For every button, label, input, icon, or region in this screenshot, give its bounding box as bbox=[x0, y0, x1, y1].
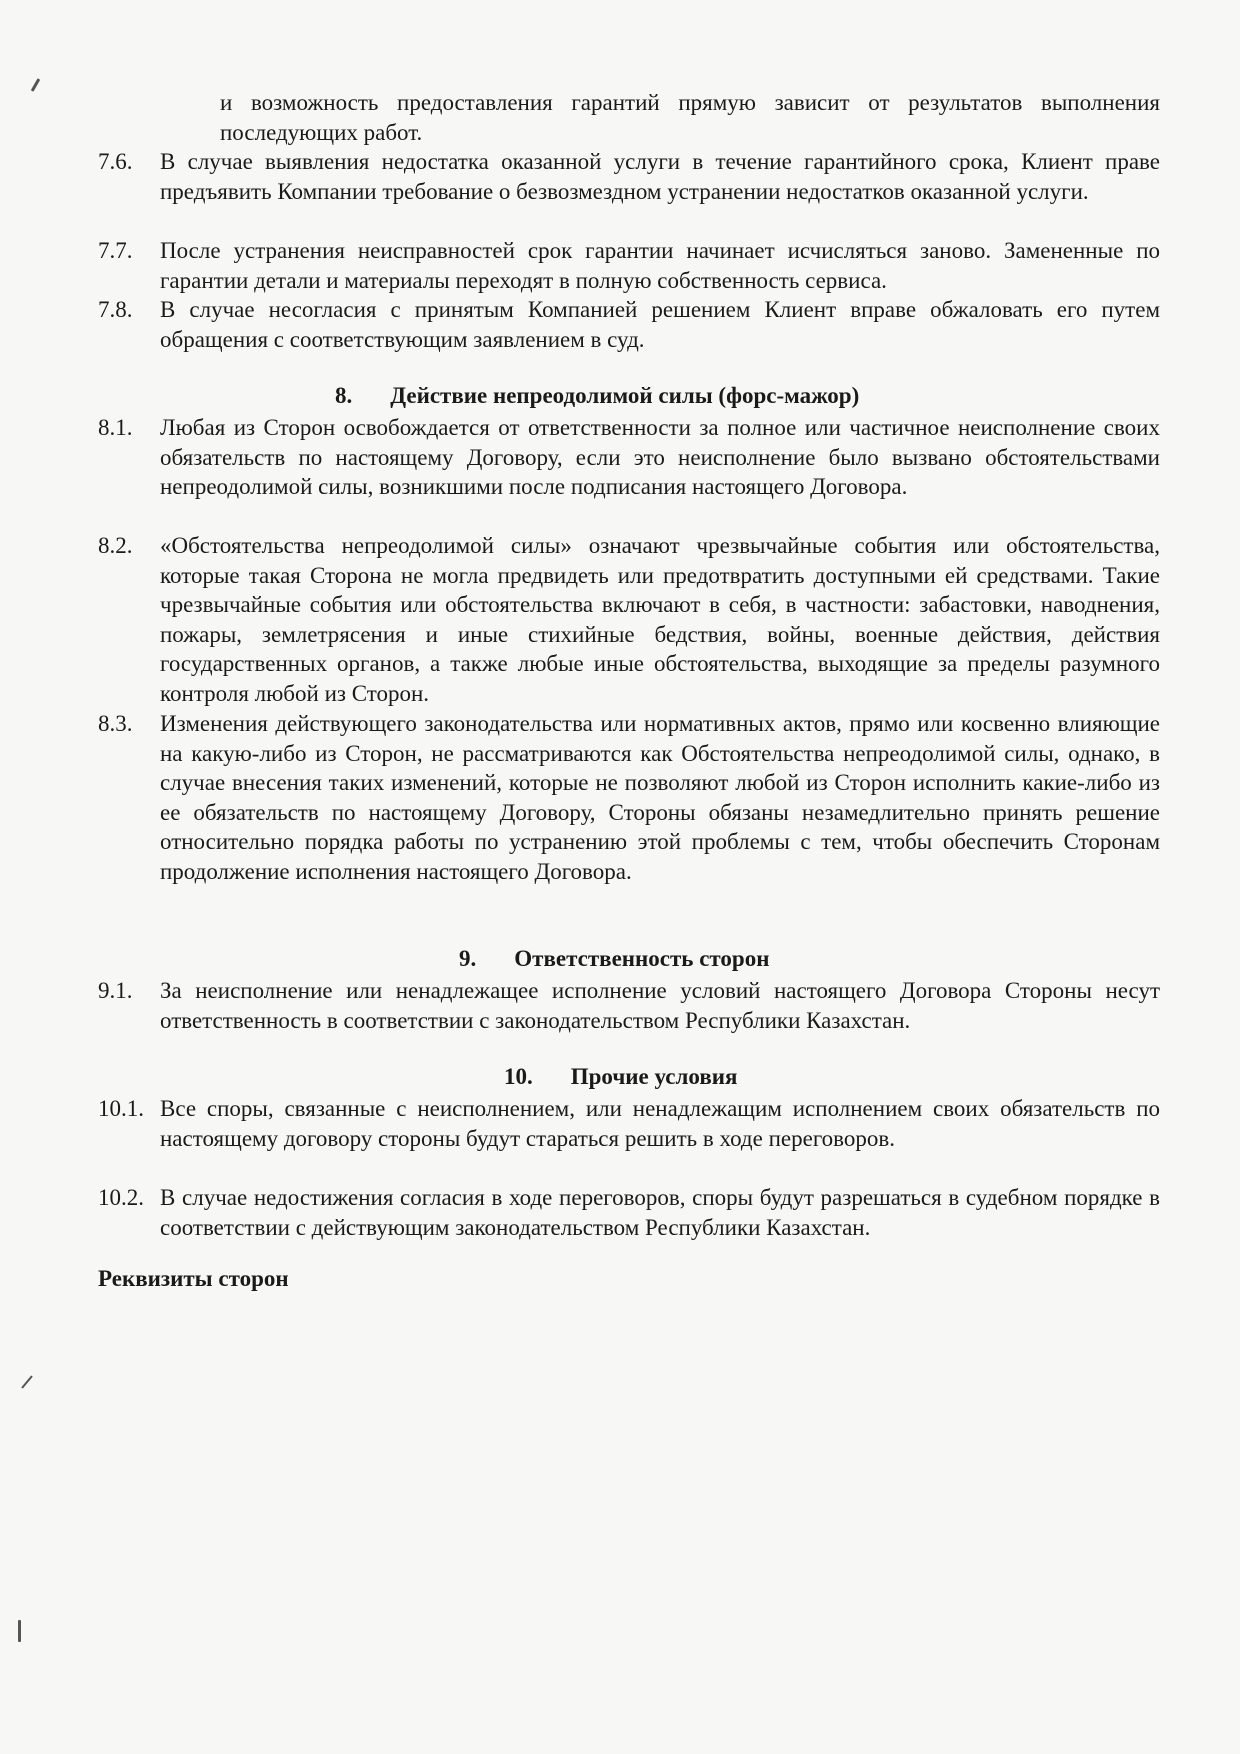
clause-text: После устранения неисправностей срок гарантии начинает исчисляться заново. Замененные по гарантии детали и материалы переходят в полную собственность сервиса. bbox=[160, 238, 1160, 293]
section-number: 9. bbox=[459, 946, 477, 971]
section-number: 8. bbox=[335, 383, 353, 408]
clause-10-1 bbox=[98, 1094, 1160, 1153]
section-number: 10. bbox=[504, 1064, 533, 1089]
clause-10-2 bbox=[98, 1183, 1160, 1242]
requisites-title: Реквизиты сторон bbox=[98, 1266, 289, 1291]
clause-number: 8.2. bbox=[98, 533, 133, 558]
clause-number: 7.6. bbox=[98, 149, 133, 174]
continuation-text: и возможность предоставления гарантий прямую зависит от результатов выполнения последующих работ. bbox=[220, 90, 1160, 145]
clause-text: За неисполнение или ненадлежащее исполнение условий настоящего Договора Стороны несут ответственность в соответствии с законодательством Республики Казахстан. bbox=[160, 978, 1160, 1033]
clause-8-1 bbox=[98, 413, 1160, 502]
clause-text: В случае выявления недостатка оказанной услуги в течение гарантийного срока, Клиент праве предъявить Компании требование о безвозмездном устранении недостатков оказанной услуги. bbox=[160, 149, 1160, 204]
clause-9-1 bbox=[98, 976, 1160, 1035]
clause-7-7 bbox=[98, 236, 1160, 295]
clause-7-6 bbox=[98, 147, 1160, 206]
clause-number: 7.8. bbox=[98, 297, 133, 322]
clause-number: 9.1. bbox=[98, 978, 133, 1003]
clause-number: 10.2. bbox=[98, 1185, 144, 1210]
continuation-paragraph bbox=[220, 88, 1160, 147]
clause-text: В случае недостижения согласия в ходе переговоров, споры будут разрешаться в судебном порядке в соответствии с действующим законодательством Республики Казахстан. bbox=[160, 1185, 1160, 1240]
clause-text: «Обстоятельства непреодолимой силы» означают чрезвычайные события или обстоятельства, которые такая Сторона не могла предвидеть или предотвратить доступными ей средствами. Такие чрезвычайные события или обстоятельства включают в себя, в частности: забастовки, наводнения, пожары, землетрясения и иные стихийные бедствия, войны, военные действия, действия государственных органов, а также любые иные обстоятельства, выходящие за пределы разумного контроля любой из Сторон. bbox=[160, 533, 1160, 706]
section-title: Действие непреодолимой силы (форс-мажор) bbox=[390, 383, 860, 408]
section-8-heading bbox=[335, 381, 859, 411]
section-title: Прочие условия bbox=[570, 1064, 738, 1089]
clause-8-3 bbox=[98, 709, 1160, 886]
scan-mark-middle bbox=[21, 1375, 33, 1389]
clause-text: Все споры, связанные с неисполнением, или ненадлежащим исполнением своих обязательств по настоящему договору стороны будут стараться решить в ходе переговоров. bbox=[160, 1096, 1160, 1151]
clause-7-8 bbox=[98, 295, 1160, 354]
section-10-heading bbox=[504, 1062, 737, 1092]
clause-text: Любая из Сторон освобождается от ответственности за полное или частичное неисполнение своих обязательств по настоящему Договору, если это неисполнение было вызвано обстоятельствами непреодолимой силы, возникшими после подписания настоящего Договора. bbox=[160, 415, 1160, 499]
clause-number: 7.7. bbox=[98, 238, 133, 263]
clause-number: 8.3. bbox=[98, 711, 133, 736]
section-title: Ответственность сторон bbox=[514, 946, 770, 971]
clause-number: 10.1. bbox=[98, 1096, 144, 1121]
scan-mark-top bbox=[31, 78, 41, 92]
section-9-heading bbox=[459, 944, 769, 974]
scan-mark-bottom bbox=[18, 1620, 21, 1642]
clause-number: 8.1. bbox=[98, 415, 133, 440]
clause-text: Изменения действующего законодательства или нормативных актов, прямо или косвенно влияющие на какую-либо из Сторон, не рассматриваются как Обстоятельства непреодолимой силы, однако, в случае внесения таких изменений, которые не позволяют любой из Сторон исполнить какие-либо из ее обязательств по настоящему Договору, Стороны обязаны незамедлительно принять решение относительно порядка работы по устранению этой проблемы с тем, чтобы обеспечить Сторонам продолжение исполнения настоящего Договора. bbox=[160, 711, 1160, 884]
clause-text: В случае несогласия с принятым Компанией решением Клиент вправе обжаловать его путем обращения с соответствующим заявлением в суд. bbox=[160, 297, 1160, 352]
clause-8-2 bbox=[98, 531, 1160, 708]
